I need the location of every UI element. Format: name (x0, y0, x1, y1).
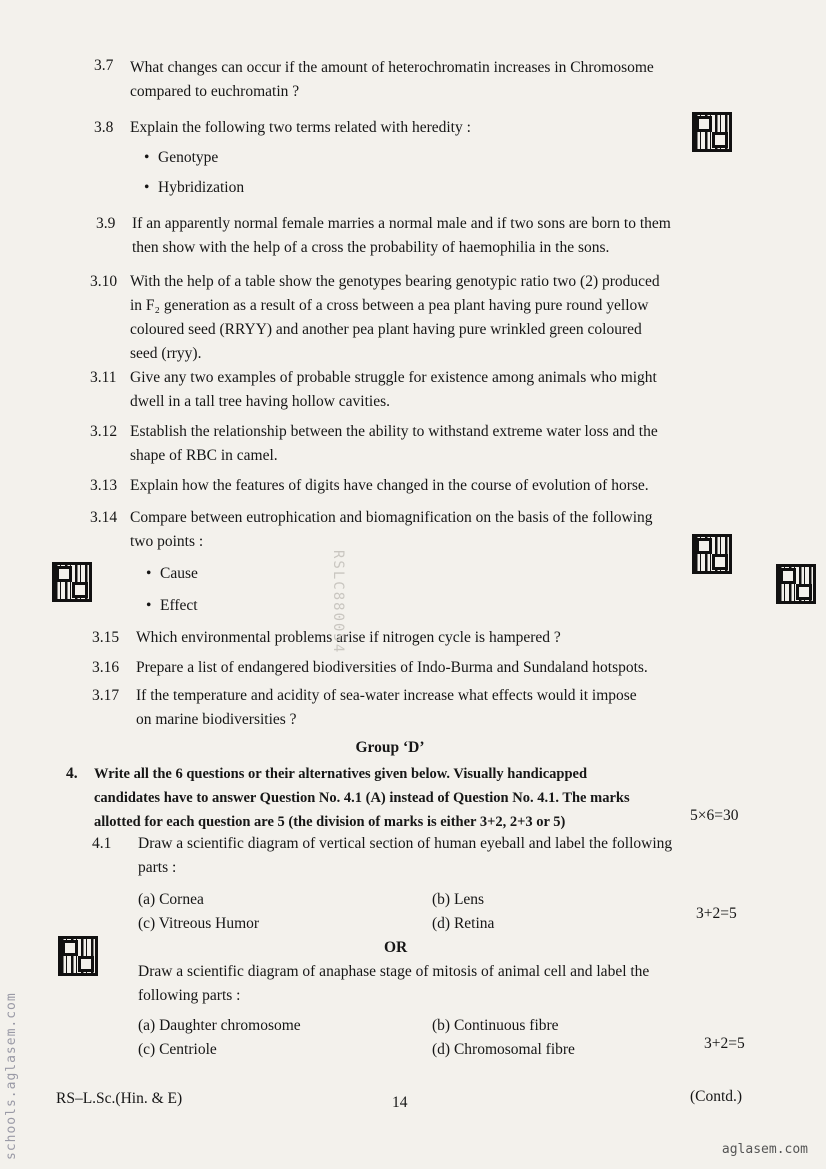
question-text-line: With the help of a table show the genotypes bearing genotypic ratio two (2) produced (130, 273, 660, 290)
question-text-line: shape of RBC in camel. (130, 447, 278, 464)
question-3-7 (94, 54, 754, 106)
question-text-line: then show with the help of a cross the probability of haemophilia in the sons. (132, 239, 610, 256)
question-number: 3.7 (94, 57, 114, 74)
bullet-item: • Effect (146, 597, 198, 614)
question-3-10 (90, 270, 756, 370)
question-number: 3.14 (90, 509, 118, 526)
question-text-line: Compare between eutrophication and biomagnification on the basis of the following (130, 509, 653, 526)
question-text-line: candidates have to answer Question No. 4.1 (A) instead of Question No. 4.1. The marks (94, 790, 630, 806)
question-number: 3.13 (90, 477, 118, 494)
question-number: 3.12 (90, 423, 118, 440)
question-text-line: Draw a scientific diagram of anaphase stage of mitosis of animal cell and label the (138, 963, 650, 980)
question-number: 3.11 (90, 369, 117, 386)
question-number: 3.17 (92, 687, 120, 704)
or-separator: OR (384, 939, 408, 956)
question-number: 4. (66, 765, 78, 782)
qr-code-icon (58, 936, 98, 976)
label-part: (a) Daughter chromosome (138, 1017, 301, 1034)
question-text-line: Draw a scientific diagram of vertical section of human eyeball and label the following (138, 835, 673, 852)
page-number: 14 (392, 1094, 408, 1111)
question-text-line: Prepare a list of endangered biodiversities of Indo-Burma and Sundaland hotspots. (136, 659, 648, 676)
label-part: (b) Lens (432, 891, 485, 908)
center-watermark: RSLC880054 (330, 550, 346, 655)
question-text-line: allotted for each question are 5 (the division of marks is either 3+2, 2+3 or 5) (94, 814, 566, 830)
qr-code-icon (692, 112, 732, 152)
question-text-line: on marine biodiversities ? (136, 711, 297, 728)
question-text-line: parts : (138, 859, 177, 876)
paper-code: RS–L.Sc.(Hin. & E) (56, 1090, 183, 1107)
question-3-11 (90, 366, 756, 418)
question-3-12 (90, 420, 756, 472)
question-number: 4.1 (92, 835, 112, 852)
question-text-line: Explain how the features of digits have changed in the course of evolution of horse. (130, 477, 649, 494)
question-number: 3.15 (92, 629, 120, 646)
bullet-item: • Genotype (144, 149, 219, 166)
question-text-line: Explain the following two terms related with heredity : (130, 119, 471, 136)
question-3-13 (90, 474, 756, 500)
qr-code-icon (52, 562, 92, 602)
question-text-line: If the temperature and acidity of sea-water increase what effects would it impose (136, 687, 637, 704)
question-text-line: Give any two examples of probable struggle for existence among animals who might (130, 369, 657, 386)
label-part: (d) Chromosomal fibre (432, 1041, 575, 1058)
question-text-line: compared to euchromatin ? (130, 83, 300, 100)
marks: 5×6=30 (690, 807, 739, 824)
question-text-line: Which environmental problems arise if nitrogen cycle is hampered ? (136, 629, 561, 646)
label-part: (d) Retina (432, 915, 495, 932)
question-text-line: following parts : (138, 987, 241, 1004)
question-text-line: Write all the 6 questions or their alternatives given below. Visually handicapped (94, 766, 588, 782)
continued-note: (Contd.) (690, 1088, 743, 1105)
marks: 3+2=5 (696, 905, 737, 922)
qr-code-icon (692, 534, 732, 574)
question-3-15 (92, 626, 756, 652)
marks: 3+2=5 (704, 1035, 745, 1052)
label-part: (c) Centriole (138, 1041, 217, 1058)
question-text-line: Establish the relationship between the ability to withstand extreme water loss and the (130, 423, 658, 440)
label-part: (a) Cornea (138, 891, 204, 908)
question-number: 3.8 (94, 119, 114, 136)
bullet-label: Effect (160, 597, 198, 614)
question-text-line: If an apparently normal female marries a normal male and if two sons are born to them (132, 215, 671, 232)
question-number: 3.9 (96, 215, 116, 232)
bullet-label: Cause (160, 565, 198, 582)
question-text-line: coloured seed (RRYY) and another pea plant having pure wrinkled green coloured (130, 321, 642, 338)
side-watermark: schools.aglasem.com (4, 992, 19, 1160)
question-text-line: What changes can occur if the amount of heterochromatin increases in Chromosome (130, 59, 654, 76)
qr-code-icon (776, 564, 816, 604)
group-heading: Group ‘D’ (355, 739, 425, 756)
question-number: 3.16 (92, 659, 120, 676)
question-3-14 (90, 506, 756, 616)
bullet-label: Hybridization (158, 179, 245, 196)
question-3-9 (96, 212, 756, 264)
question-text-line: dwell in a tall tree having hollow cavities. (130, 393, 390, 410)
question-text-line: seed (rryy). (130, 345, 202, 362)
question-3-16 (92, 656, 756, 682)
label-part: (c) Vitreous Humor (138, 915, 260, 932)
question-number: 3.10 (90, 273, 118, 290)
question-text-line: in F₂ generation as a result of a cross between a pea plant having pure round yellow (130, 297, 649, 314)
question-4-1 (92, 832, 756, 1062)
bullet-label: Genotype (158, 149, 219, 166)
question-text-line: two points : (130, 533, 204, 550)
brand-watermark: aglasem.com (721, 1142, 808, 1157)
bullet-item: • Hybridization (144, 179, 245, 196)
question-3-17 (92, 684, 756, 736)
question-4 (66, 762, 756, 838)
label-part: (b) Continuous fibre (432, 1017, 559, 1034)
bullet-item: • Cause (146, 565, 198, 582)
question-3-8 (94, 116, 754, 204)
